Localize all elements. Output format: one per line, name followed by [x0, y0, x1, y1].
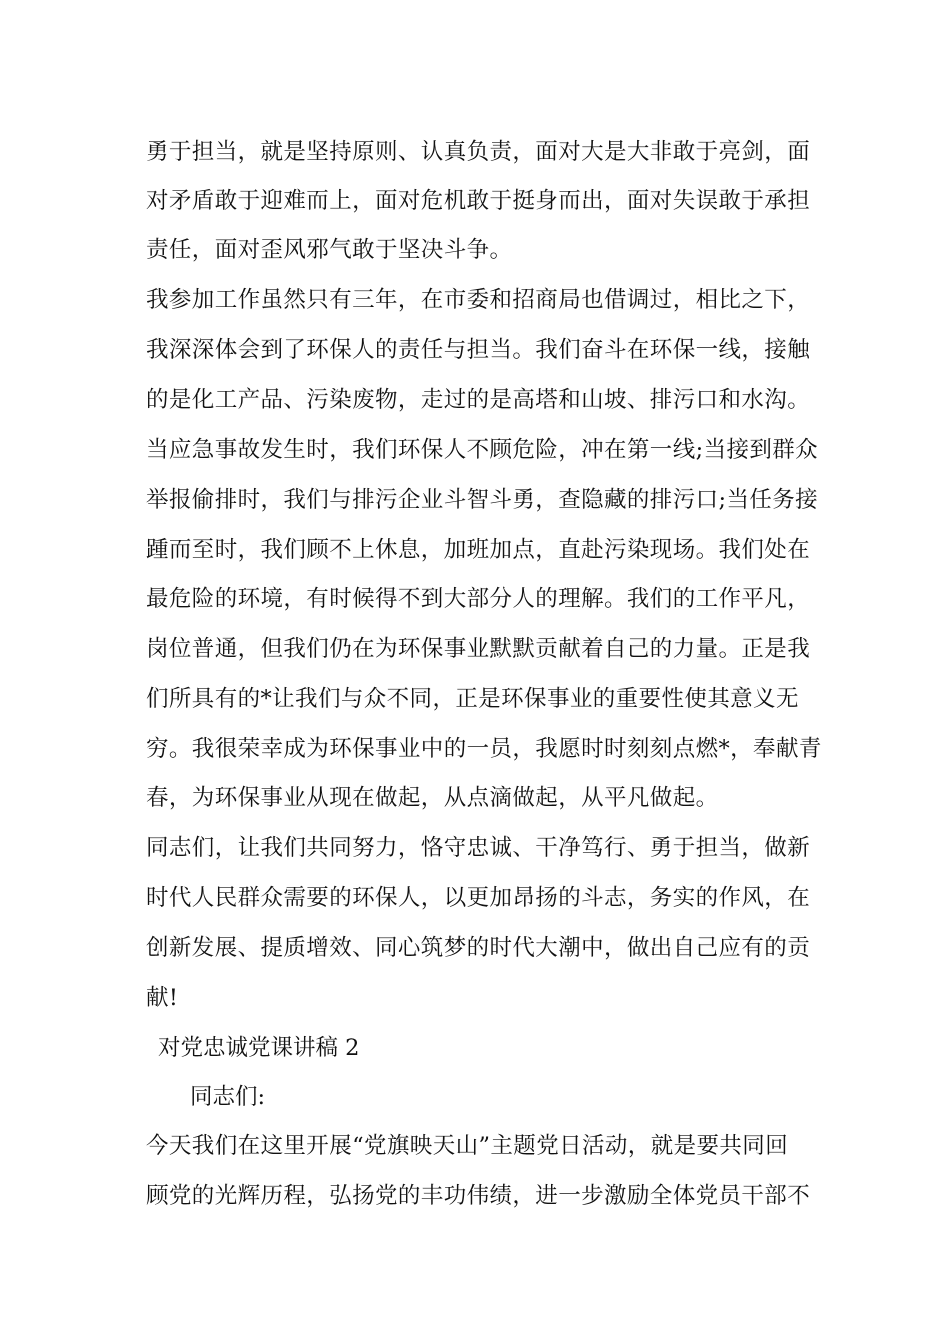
- text-line: 责任，面对歪风邪气敢于坚决斗争。: [146, 237, 513, 263]
- text-line: 踵而至时，我们顾不上休息，加班加点，直赴污染现场。我们处在: [146, 537, 811, 563]
- text-line: 的是化工产品、污染废物，走过的是高塔和山坡、排污口和水沟。: [146, 387, 811, 413]
- text-line: 岗位普通，但我们仍在为环保事业默默贡献着自己的力量。正是我: [146, 636, 811, 662]
- text-line: 对矛盾敢于迎难而上，面对危机敢于挺身而出，面对失误敢于承担: [146, 188, 811, 214]
- greeting-line: 同志们:: [190, 1084, 266, 1110]
- text-line: 勇于担当，就是坚持原则、认真负责，面对大是大非敢于亮剑，面: [146, 139, 811, 165]
- text-line: 顾党的光辉历程，弘扬党的丰功伟绩，进一步激励全体党员干部不: [146, 1183, 811, 1209]
- text-line: 献!: [146, 985, 179, 1011]
- text-line: 当应急事故发生时，我们环保人不顾危险，冲在第一线;当接到群众: [146, 437, 819, 463]
- text-line: 们所具有的*让我们与众不同，正是环保事业的重要性使其意义无: [146, 686, 799, 712]
- text-line: 我参加工作虽然只有三年，在市委和招商局也借调过，相比之下，: [146, 287, 811, 313]
- text-line: 穷。我很荣幸成为环保事业中的一员，我愿时时刻刻点燃*，奉献青: [146, 736, 822, 762]
- section-heading: 对党忠诚党课讲稿 2: [158, 1035, 360, 1061]
- text-line: 同志们，让我们共同努力，恪守忠诚、干净笃行、勇于担当，做新: [146, 835, 811, 861]
- text-line: 我深深体会到了环保人的责任与担当。我们奋斗在环保一线，接触: [146, 337, 811, 363]
- text-line: 最危险的环境，有时候得不到大部分人的理解。我们的工作平凡，: [146, 586, 811, 612]
- text-line: 举报偷排时，我们与排污企业斗智斗勇，查隐藏的排污口;当任务接: [146, 487, 819, 513]
- text-line: 时代人民群众需要的环保人，以更加昂扬的斗志，务实的作风，在: [146, 885, 811, 911]
- text-line: 今天我们在这里开展“党旗映天山”主题党日活动，就是要共同回: [146, 1133, 789, 1159]
- text-line: 创新发展、提质增效、同心筑梦的时代大潮中，做出自己应有的贡: [146, 935, 811, 961]
- text-line: 春，为环保事业从现在做起，从点滴做起，从平凡做起。: [146, 785, 719, 811]
